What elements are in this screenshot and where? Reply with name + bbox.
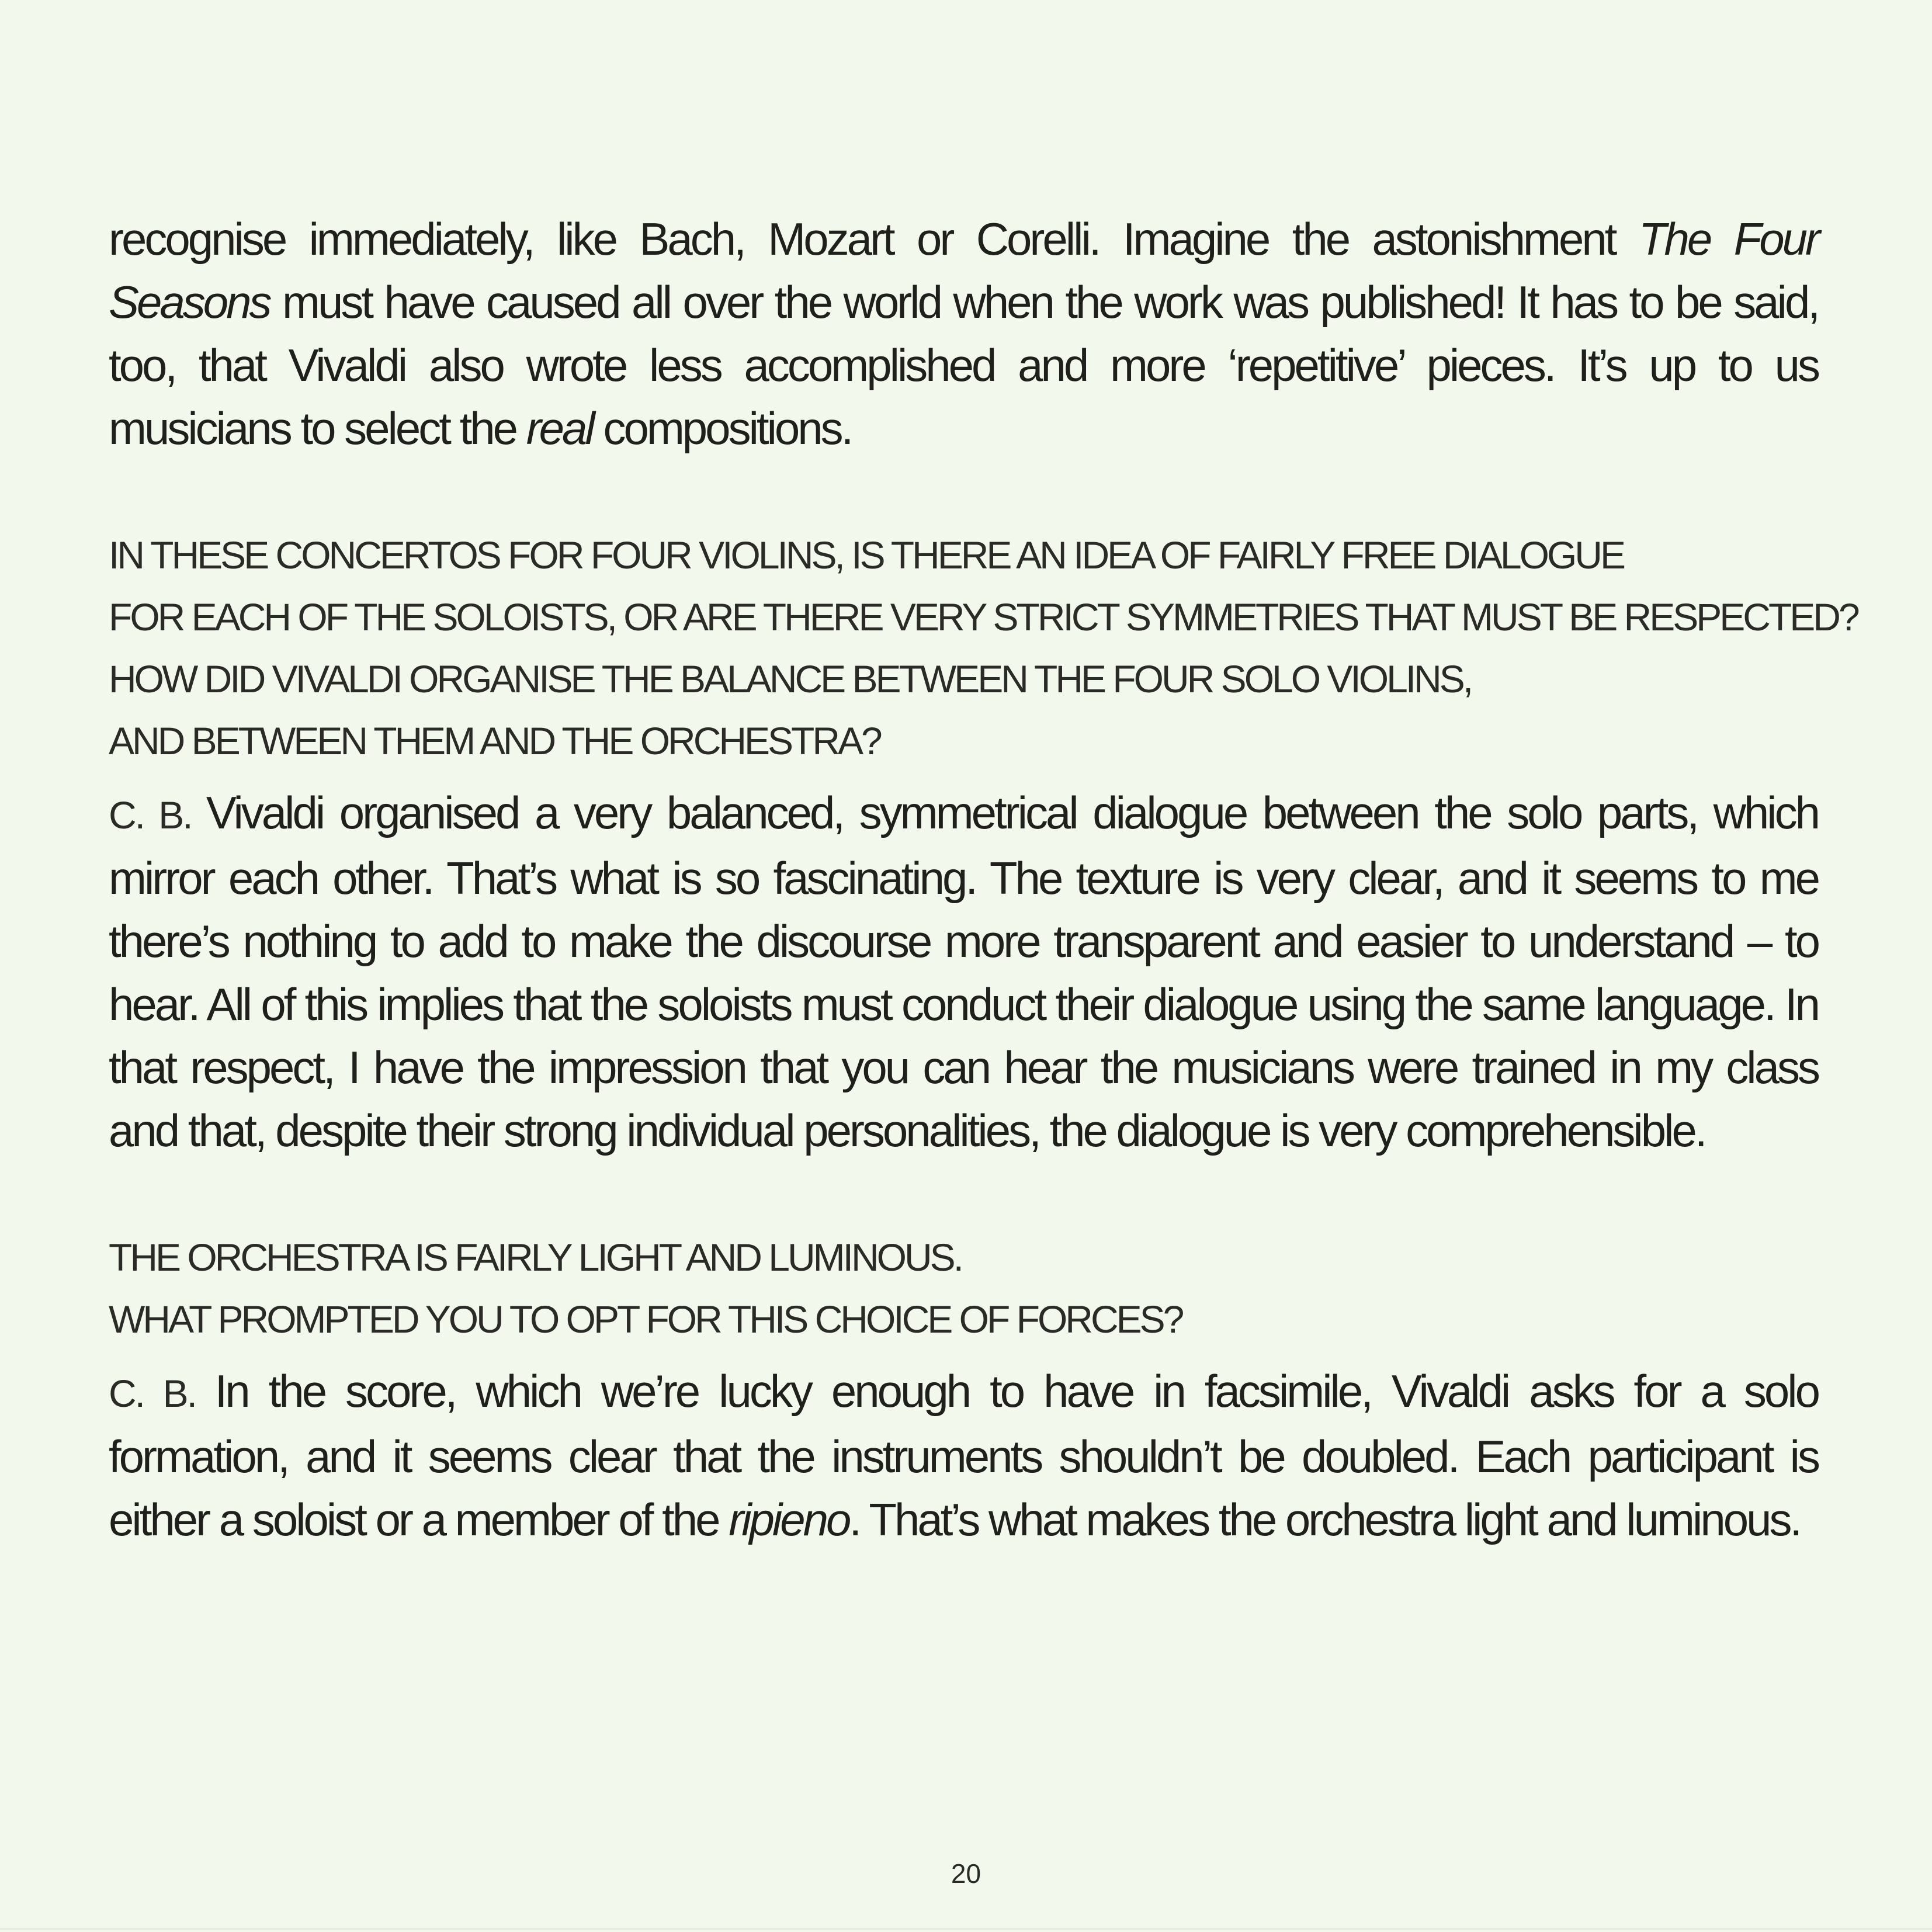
answer-text: . That’s what makes the orchestra light and luminous. — [849, 1494, 1801, 1545]
question-line: AND BETWEEN THEM AND THE ORCHESTRA? — [109, 719, 880, 762]
term-italic: ripieno — [729, 1494, 849, 1545]
spacer — [109, 1350, 1818, 1359]
page-number: 20 — [951, 1858, 981, 1889]
speaker-initials: C. B. — [109, 793, 206, 837]
interview-answer-2 — [109, 1359, 1818, 1551]
paragraph-text: recognise immediately, like Bach, Mozart or Corelli. Imagine the astonishment — [109, 213, 1639, 265]
paragraph-text: must have caused all over the world when the work was published! It has to be said, too, that Vivaldi also wrote less accomplished and more ‘repetitive’ pieces. It’s up to us musicians to select the — [109, 276, 1818, 454]
text-column — [109, 207, 1858, 1551]
question-line: THE ORCHESTRA IS FAIRLY LIGHT AND LUMINOUS. — [109, 1236, 962, 1279]
work-title-italic: The Four Seasons — [109, 213, 1818, 328]
spacer — [109, 772, 1818, 781]
paragraph-continuation — [109, 207, 1818, 460]
answer-text: In the score, which we’re lucky enough to have in facsimile, Vivaldi asks for a solo formation, and it seems clear that the instruments shouldn’t be doubled. Each participant is either a soloist or a member of the — [109, 1365, 1818, 1545]
question-line: HOW DID VIVALDI ORGANISE THE BALANCE BETWEEN THE FOUR SOLO VIOLINS, — [109, 657, 1472, 700]
paragraph-text: compositions. — [592, 403, 852, 454]
answer-text: Vivaldi organised a very balanced, symmetrical dialogue between the solo parts, which mirror each other. That’s what is so fascinating. The texture is very clear, and it seems to me there’s nothing to add to make the discourse more transparent and easier to understand – to hear. All of this implies that the soloists must conduct their dialogue using the same language. In that respect, I have the impression that you can hear the musicians were trained in my class and that, despite their strong individual personalities, the dialogue is very comprehensible. — [109, 787, 1818, 1156]
interview-question-2 — [109, 1226, 1818, 1350]
spacer — [109, 1162, 1818, 1226]
interview-answer-1 — [109, 781, 1818, 1162]
question-line: FOR EACH OF THE SOLOISTS, OR ARE THERE VERY STRICT SYMMETRIES THAT MUST BE RESPECTED? — [109, 595, 1858, 639]
speaker-initials: C. B. — [109, 1372, 215, 1415]
emphasis-italic: real — [526, 403, 593, 454]
interview-question-1 — [109, 524, 1858, 772]
question-line: WHAT PROMPTED YOU TO OPT FOR THIS CHOICE OF FORCES? — [109, 1298, 1182, 1341]
spacer — [109, 460, 1818, 524]
page-edge-divider — [0, 1928, 1932, 1930]
question-line: IN THESE CONCERTOS FOR FOUR VIOLINS, IS THERE AN IDEA OF FAIRLY FREE DIALOGUE — [109, 533, 1624, 577]
